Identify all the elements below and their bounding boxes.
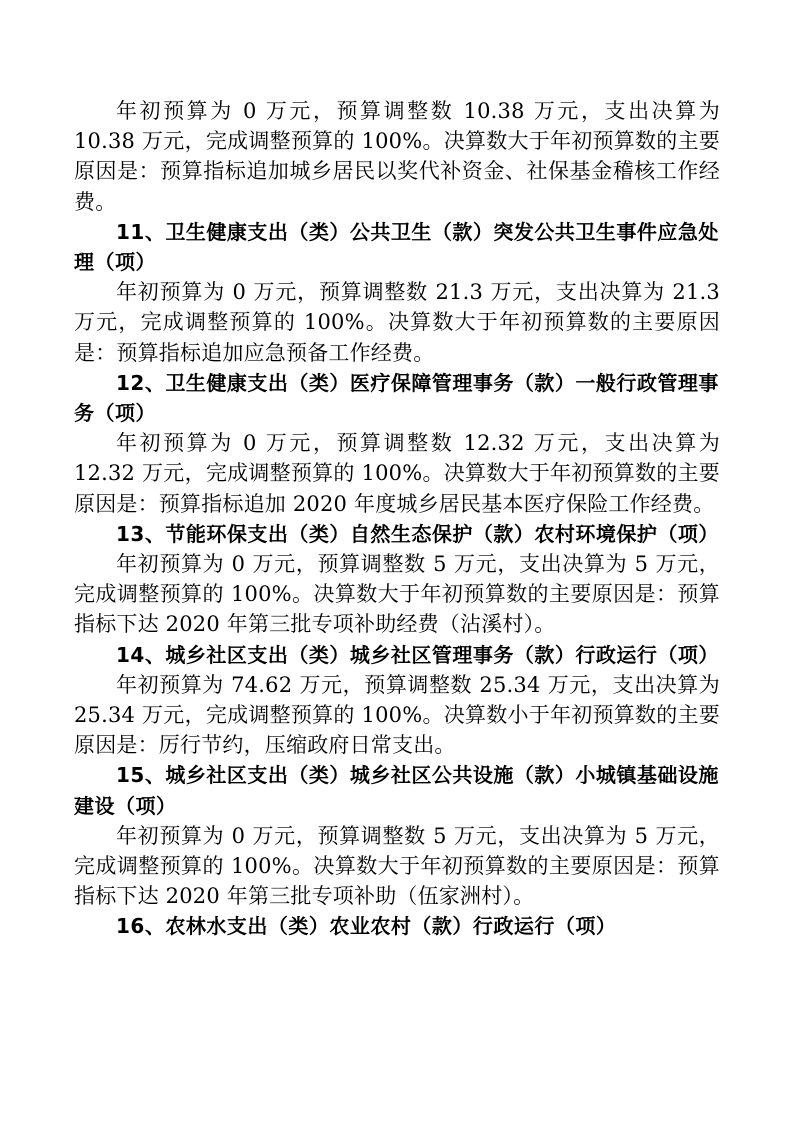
paragraph-11: 年初预算为 0 万元，预算调整数 21.3 万元，支出决算为 21.3 万元，完成调整预算的 100%。决算数大于年初预算数的主要原因是：预算指标追加应急预备工作经费。: [74, 280, 720, 365]
section-heading-16: 16、农林水支出（类）农业农村（款）行政运行（项）: [116, 914, 617, 939]
section-heading-11: 11、卫生健康支出（类）公共卫生（款）突发公共卫生事件应急处理（项）: [74, 219, 719, 275]
section-heading-12: 12、卫生健康支出（类）医疗保障管理事务（款）一般行政管理事务（项）: [74, 370, 719, 426]
paragraph-14: 年初预算为 74.62 万元，预算调整数 25.34 万元，支出决算为 25.34 万元，完成调整预算的 100%。决算数小于年初预算数的主要原因是：厉行节约，压缩政府日常支出。: [74, 672, 720, 758]
section-heading-15: 15、城乡社区支出（类）城乡社区公共设施（款）小城镇基础设施建设（项）: [74, 763, 719, 818]
paragraph-15: 年初预算为 0 万元，预算调整数 5 万元，支出决算为 5 万元，完成调整预算的 100%。决算数大于年初预算数的主要原因是：预算指标下达 2020 年第三批专项补助（伍家洲村）。: [74, 823, 720, 909]
document-page: [74, 96, 720, 942]
paragraph-13: 年初预算为 0 万元，预算调整数 5 万元，支出决算为 5 万元，完成调整预算的 100%。决算数大于年初预算数的主要原因是：预算指标下达 2020 年第三批专项补助经费（沾溪村）。: [74, 552, 720, 637]
section-heading-13: 13、节能环保支出（类）自然生态保护（款）农村环境保护（项）: [116, 521, 719, 546]
paragraph-1: 年初预算为 0 万元，预算调整数 10.38 万元，支出决算为 10.38 万元，完成调整预算的 100%。决算数大于年初预算数的主要原因是：预算指标追加城乡居民以奖代补资金、社保基金稽核工作经费。: [74, 99, 720, 214]
section-heading-14: 14、城乡社区支出（类）城乡社区管理事务（款）行政运行（项）: [116, 642, 719, 667]
paragraph-12: 年初预算为 0 万元，预算调整数 12.32 万元，支出决算为 12.32 万元，完成调整预算的 100%。决算数大于年初预算数的主要原因是：预算指标追加 2020 年度城乡居民基本医疗保险工作经费。: [74, 431, 720, 516]
